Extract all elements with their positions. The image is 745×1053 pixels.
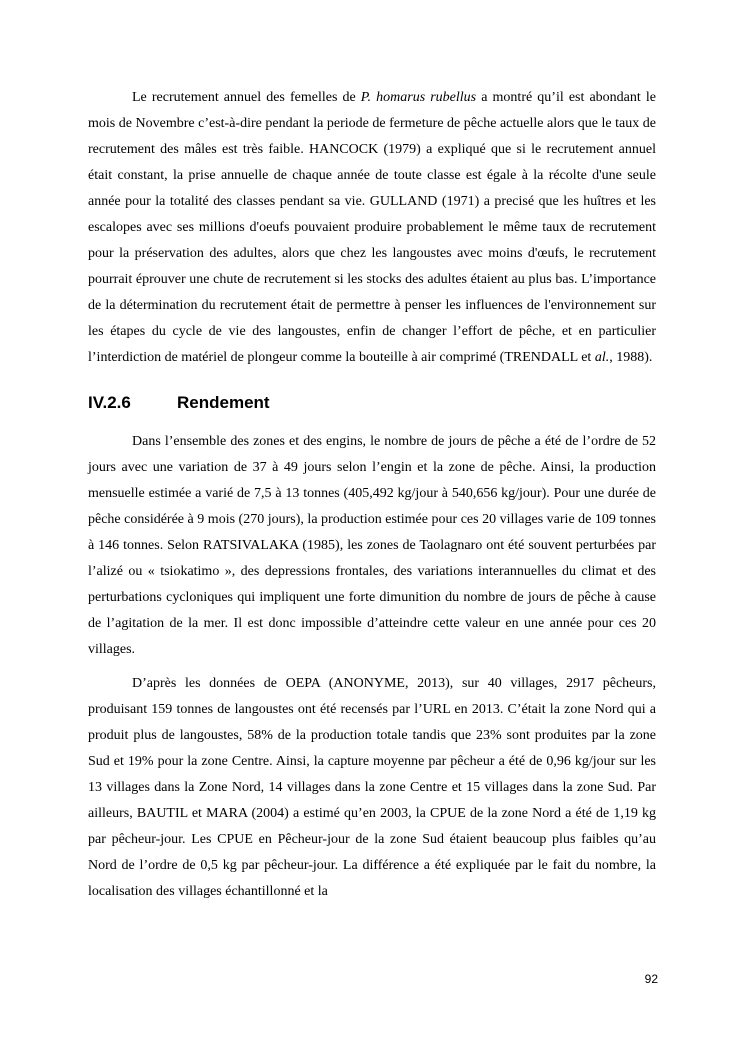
section-number: IV.2.6 bbox=[88, 393, 131, 412]
section-heading bbox=[88, 391, 656, 415]
citation-etal: al. bbox=[594, 350, 610, 365]
document-page bbox=[88, 85, 656, 905]
text-run: a montré qu’il est abondant le mois de Novembre c’est-à-dire pendant la periode de fermeture de pêche actuelle alors que le taux de recrutement des mâles est très faible. HANCOCK (1979) a expliqué que si le recrutement annuel était constant, la prise annuelle de chaque année de toute classe est égale à la récolte d'une seule année pour la totalité des classes pendant sa vie. GULLAND (1971) a precisé que les huîtres et les escalopes avec ses millions d'oeufs pouvaient produire probablement le même taux de recrutement pour la préservation des adultes, alors que chez les langoustes avec moins d'œufs, le recrutement pourrait éprouver une chute de recrutement si les stocks des adultes étaient au plus bas. L’importance de la détermination du recrutement était de permettre à penser les influences de l'environnement sur les étapes du cycle de vie des langoustes, enfin de changer l’effort de pêche, et en particulier l’interdiction de matériel de plongeur comme la bouteille à air comprimé (TRENDALL et bbox=[88, 90, 656, 365]
paragraph-recrutement bbox=[88, 85, 656, 371]
section-title: Rendement bbox=[177, 393, 270, 412]
text-run: , 1988). bbox=[609, 350, 653, 365]
page-number: 92 bbox=[644, 972, 658, 986]
paragraph-rendement: Dans l’ensemble des zones et des engins, le nombre de jours de pêche a été de l’ordre de 52 jours avec une variation de 37 à 49 jours selon l’engin et la zone de pêche. Ainsi, la production mensuelle estimée a varié de 7,5 à 13 tonnes (405,492 kg/jour à 540,656 kg/jour). Pour une durée de pêche considérée à 9 mois (270 jours), la production estimée pour ces 20 villages varie de 109 tonnes à 146 tonnes. Selon RATSIVALAKA (1985), les zones de Taolagnaro ont été souvent perturbées par l’alizé ou « tsiokatimo », des depressions frontales, des variations interannuelles du climat et des perturbations cycloniques qui impliquent une forte dimunition du nombre de jours de pêche à cause de l’agitation de la mer. Il est donc impossible d’atteindre cette valeur en une année pour ces 20 villages. bbox=[88, 434, 656, 657]
text-run: Le recrutement annuel des femelles de bbox=[132, 90, 361, 105]
species-name: P. homarus rubellus bbox=[360, 90, 477, 105]
paragraph-oepa: D’après les données de OEPA (ANONYME, 2013), sur 40 villages, 2917 pêcheurs, produisant 159 tonnes de langoustes ont été recensés par l’URL en 2013. C’était la zone Nord qui a produit plus de langoustes, 58% de la production totale tandis que 23% sont produites par la zone Sud et 19% pour la zone Centre. Ainsi, la capture moyenne par pêcheur a été de 0,96 kg/jour sur les 13 villages dans la Zone Nord, 14 villages dans la zone Centre et 15 villages dans la zone Sud. Par ailleurs, BAUTIL et MARA (2004) a estimé qu’en 2003, la CPUE de la zone Nord a été de 1,19 kg par pêcheur-jour. Les CPUE en Pêcheur-jour de la zone Sud étaient beaucoup plus faibles qu’au Nord de l’ordre de 0,5 kg par pêcheur-jour. La différence a été expliquée par le fait du nombre, la localisation des villages échantillonné et la bbox=[88, 676, 656, 899]
